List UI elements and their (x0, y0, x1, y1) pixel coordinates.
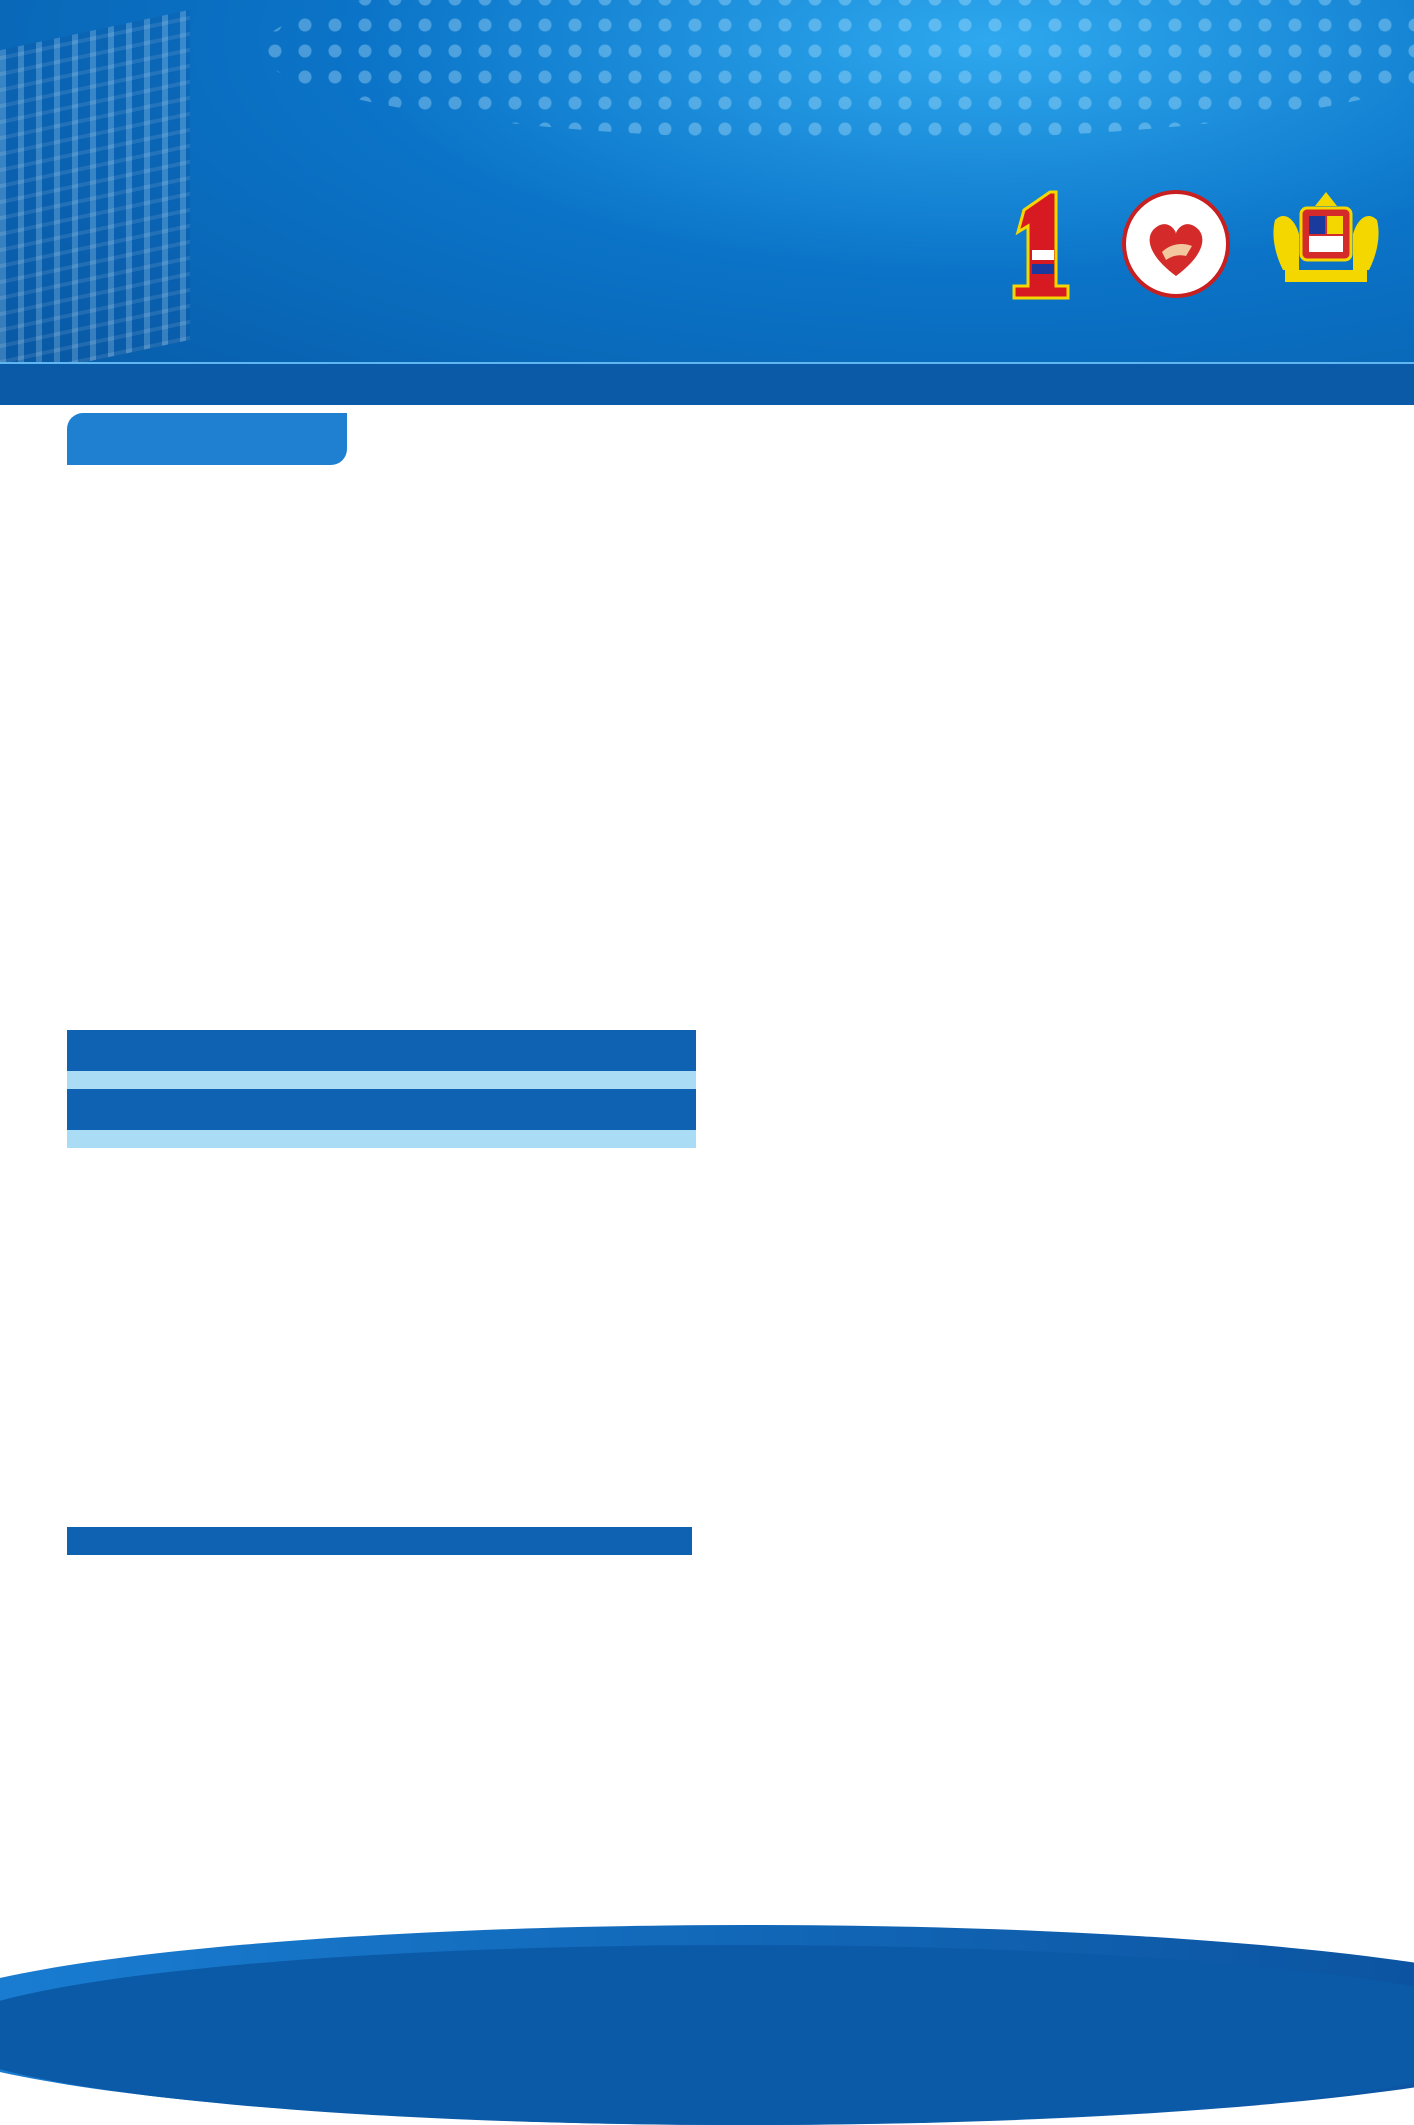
cpg-list (67, 1071, 696, 1089)
table2-header-blank (67, 1527, 115, 1555)
table2-left (67, 1527, 692, 1555)
table1 (67, 1030, 696, 1148)
heart-hand-seal-icon (1122, 190, 1230, 298)
table2-header-recommendation (498, 1527, 692, 1555)
hta-list (67, 1130, 696, 1148)
dot-pattern (260, 0, 1414, 140)
table2-header-technology (115, 1527, 498, 1555)
building-graphic (0, 10, 190, 380)
coat-of-arms-icon (1265, 190, 1387, 290)
footer-wave-inner (0, 1945, 1414, 2125)
masthead (0, 0, 1414, 405)
volume-date-bar (0, 362, 1414, 405)
cpg-header (67, 1030, 696, 1071)
1malaysia-logo-icon (1010, 190, 1072, 300)
hta-header (67, 1089, 696, 1130)
news-tab (67, 413, 347, 465)
